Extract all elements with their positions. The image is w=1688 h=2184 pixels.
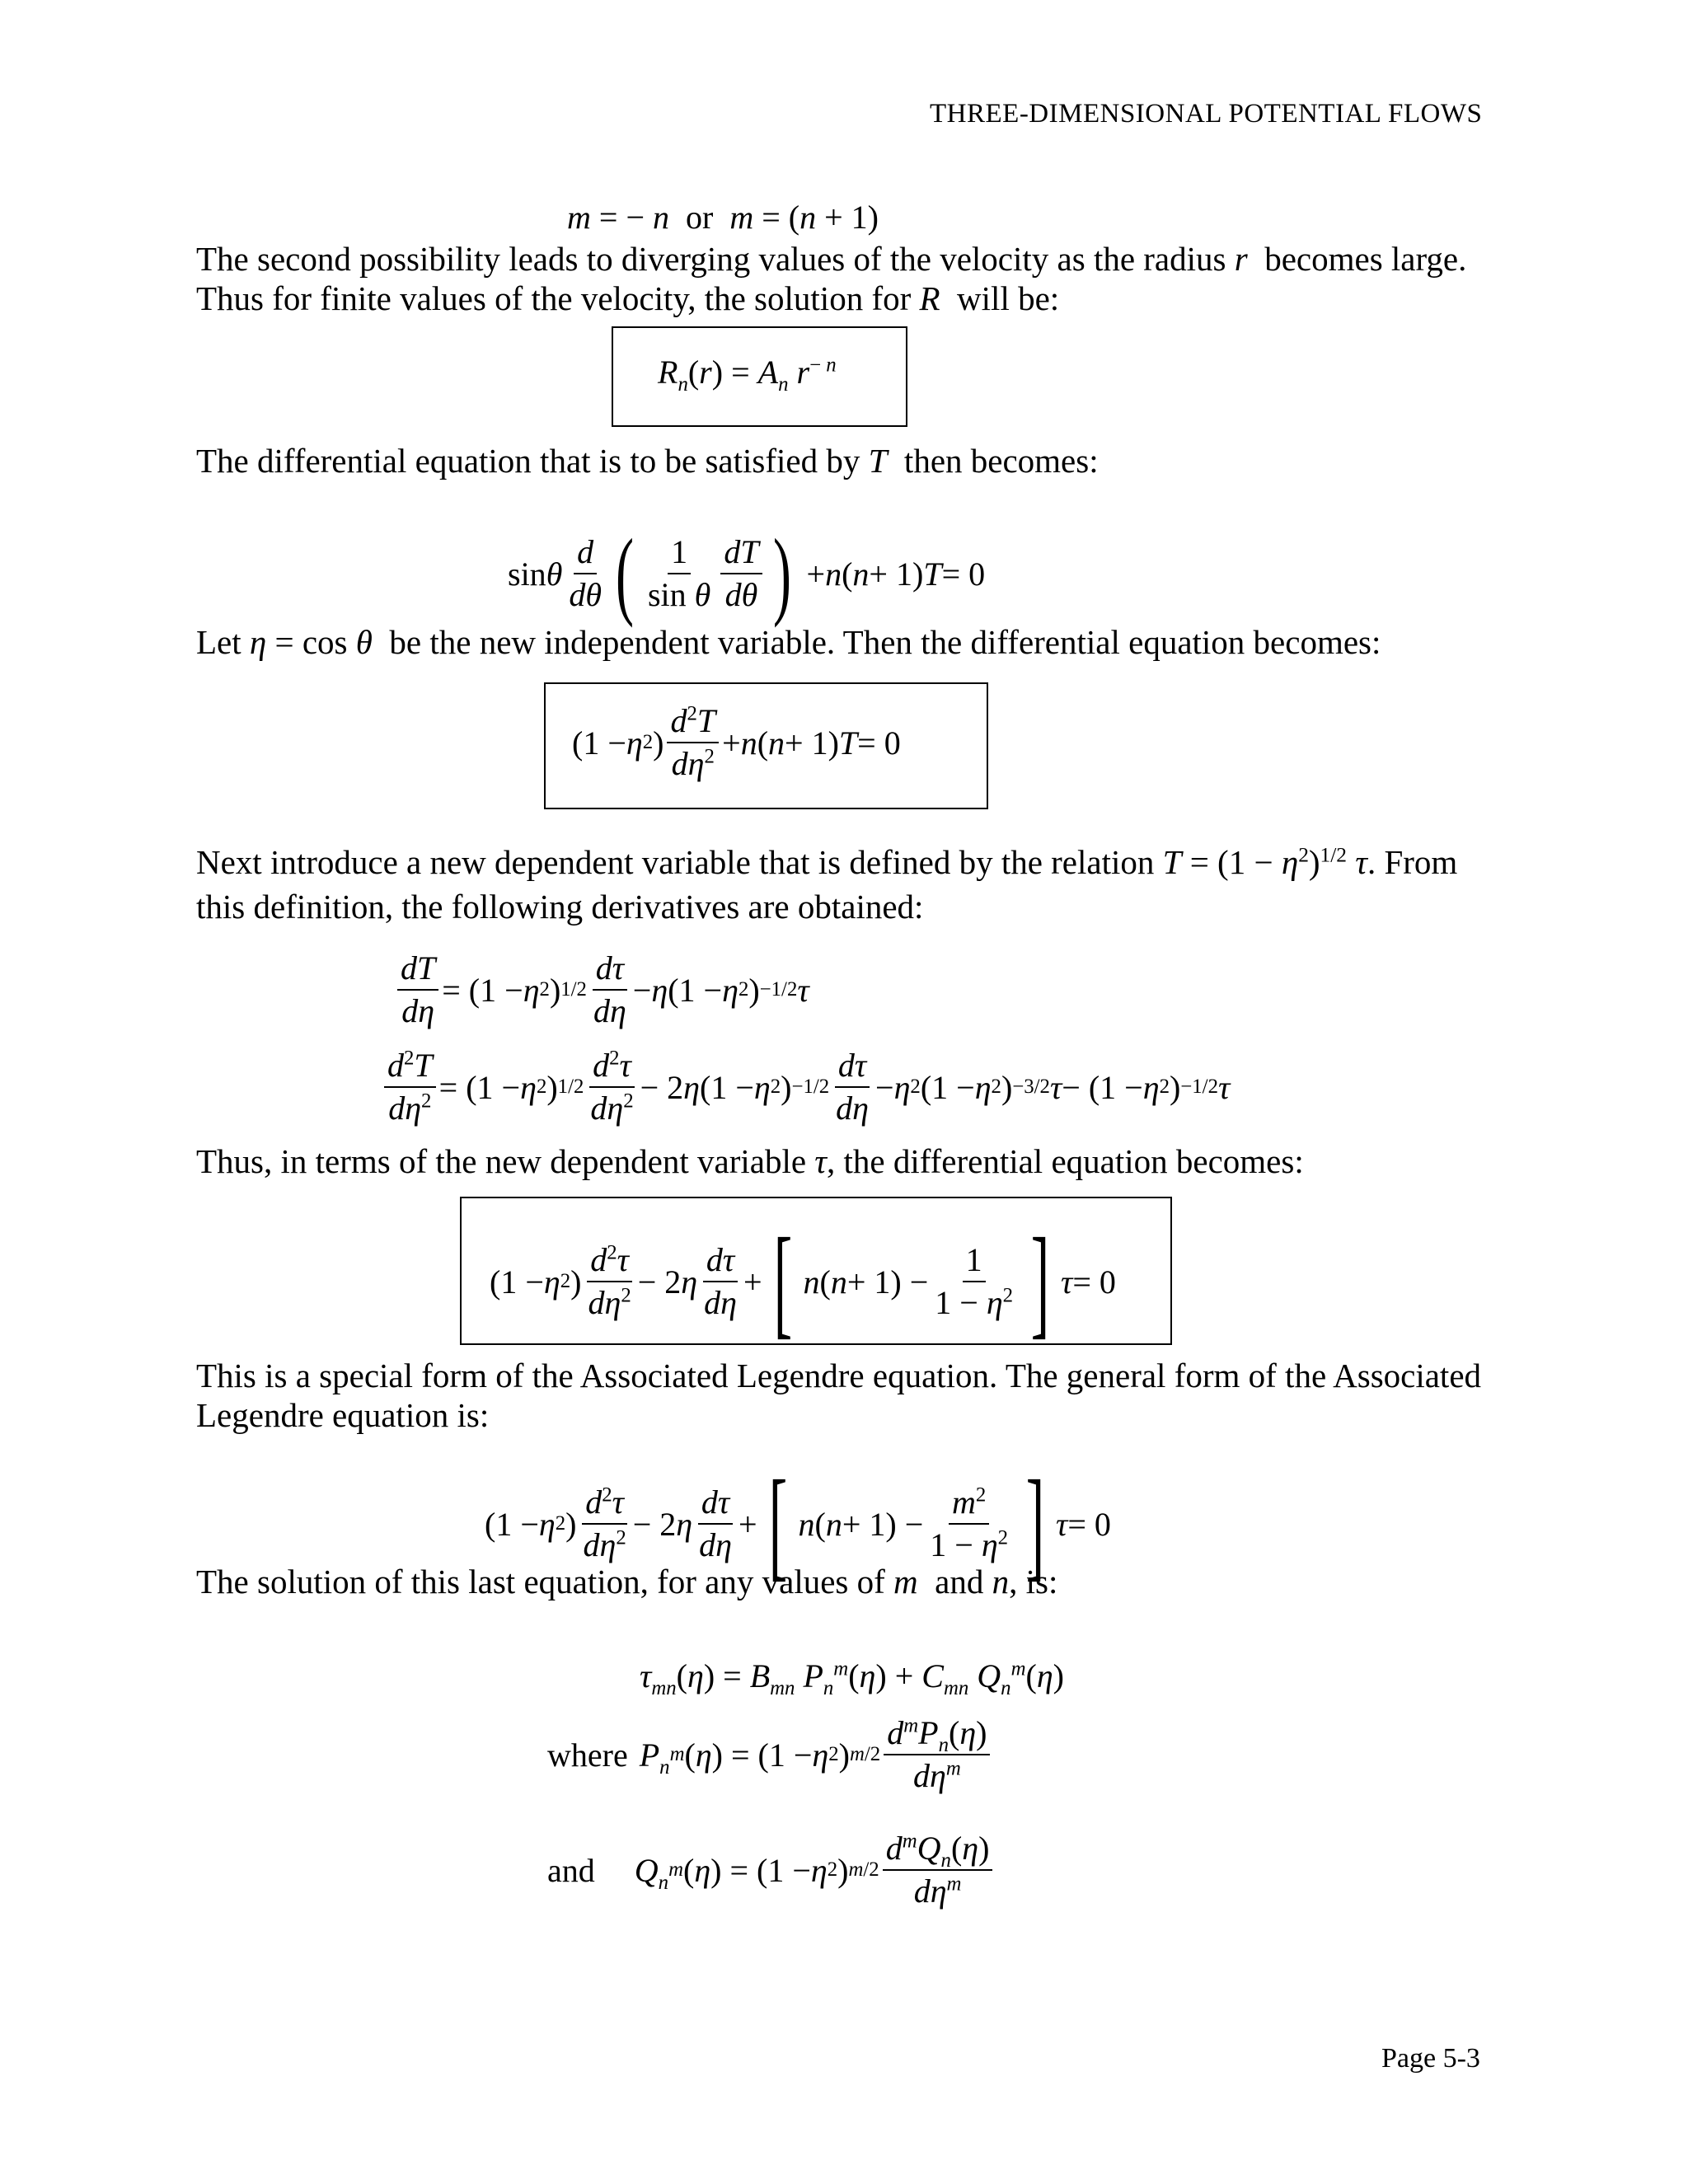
page-number: Page 5-3 xyxy=(1381,2043,1480,2074)
equation-radial-solution: $R_n(r) = A_n$ $r^{- n}$ xyxy=(658,354,837,396)
equation-P-definition: where $P_n$ m ( η ) = (1 − η 2 ) m/2 $\frac{d^mP_n(\eta)}{d\eta^m}$ xyxy=(547,1714,993,1795)
equation-tau-solution: $\tau_{mn}(\eta) = B_{mn}$ $P_n^m(\eta) + C_{mn}$ $Q_n^m(\eta)$ xyxy=(640,1657,1064,1699)
equation-Q-definition: and $Q_n$ m ( η ) = (1 − η 2 ) m/2 $\frac{d^mQ_n(\eta)}{d\eta^m}$ xyxy=(547,1830,996,1910)
paragraph-diverging: The second possibility leads to diverging values of the velocity as the radius r becomes large. Thus for finite values of the velocity, the solution for R will be: xyxy=(196,240,1467,317)
equation-eta-ode: (1 − η 2 ) $\frac{d^2T}{d\eta^2}$ + n ( n + 1) T = 0 xyxy=(572,702,901,782)
equation-first-derivative: $\frac{dT}{d\eta}$ = (1 − η 2 ) 1/2 $\frac{d\tau}{d\eta}$ − η (1 − η 2 ) −1/2 τ xyxy=(394,949,809,1030)
paragraph-differential-T: The differential equation that is to be satisfied by T then becomes: xyxy=(196,442,1099,480)
paragraph-let-eta: Let η = cos θ be the new independent variable. Then the differential equation becomes: xyxy=(196,623,1381,661)
running-header: THREE-DIMENSIONAL POTENTIAL FLOWS xyxy=(930,99,1483,129)
paragraph-legendre: This is a special form of the Associated Legendre equation. The general form of the Associated Legendre equation is: xyxy=(196,1357,1482,1434)
paragraph-new-dependent: Next introduce a new dependent variable that is defined by the relation $T = (1 - \eta^2)^{1/2}$ τ. From this definition, the following derivatives are obtained: xyxy=(196,843,1458,926)
equation-theta-ode: sin θ $\frac{d}{d\theta}$ ( $\frac{1}{\text{sin θ}}$ $\frac{dT}{d\theta}$ ) + n ( n + 1) T = 0 xyxy=(508,518,986,628)
equation-second-derivative: $\frac{d^2T}{d\eta^2}$ = (1 − η 2 ) 1/2 $\frac{d^2\tau}{d\eta^2}$ − 2 η (1 − η 2 ) −1/2 $\frac{d\tau}{d\eta}$ − η 2 (1 − η 2 ) −3/2 τ − (1 − η 2 ) −1/2 τ xyxy=(381,1047,1230,1127)
equation-associated-legendre: (1 − η 2 ) $\frac{d^2\tau}{d\eta^2}$ − 2 η $\frac{d\tau}{d\eta}$ + [ n ( n + 1) − $\frac{m^2}{1 - \eta^2}$ ] τ = 0 xyxy=(485,1455,1111,1592)
equation-m-roots: m = − n or m = (n + 1) xyxy=(567,199,879,236)
equation-tau-ode: (1 − η 2 ) $\frac{d^2\tau}{d\eta^2}$ − 2 η $\frac{d\tau}{d\eta}$ + [ n ( n + 1) − $\frac{1}{1 - \eta^2}$ ] τ = 0 xyxy=(490,1213,1116,1350)
paragraph-solution: The solution of this last equation, for any values of m and n, is: xyxy=(196,1563,1058,1601)
paragraph-in-terms-of-tau: Thus, in terms of the new dependent variable τ, the differential equation becomes: xyxy=(196,1142,1304,1180)
